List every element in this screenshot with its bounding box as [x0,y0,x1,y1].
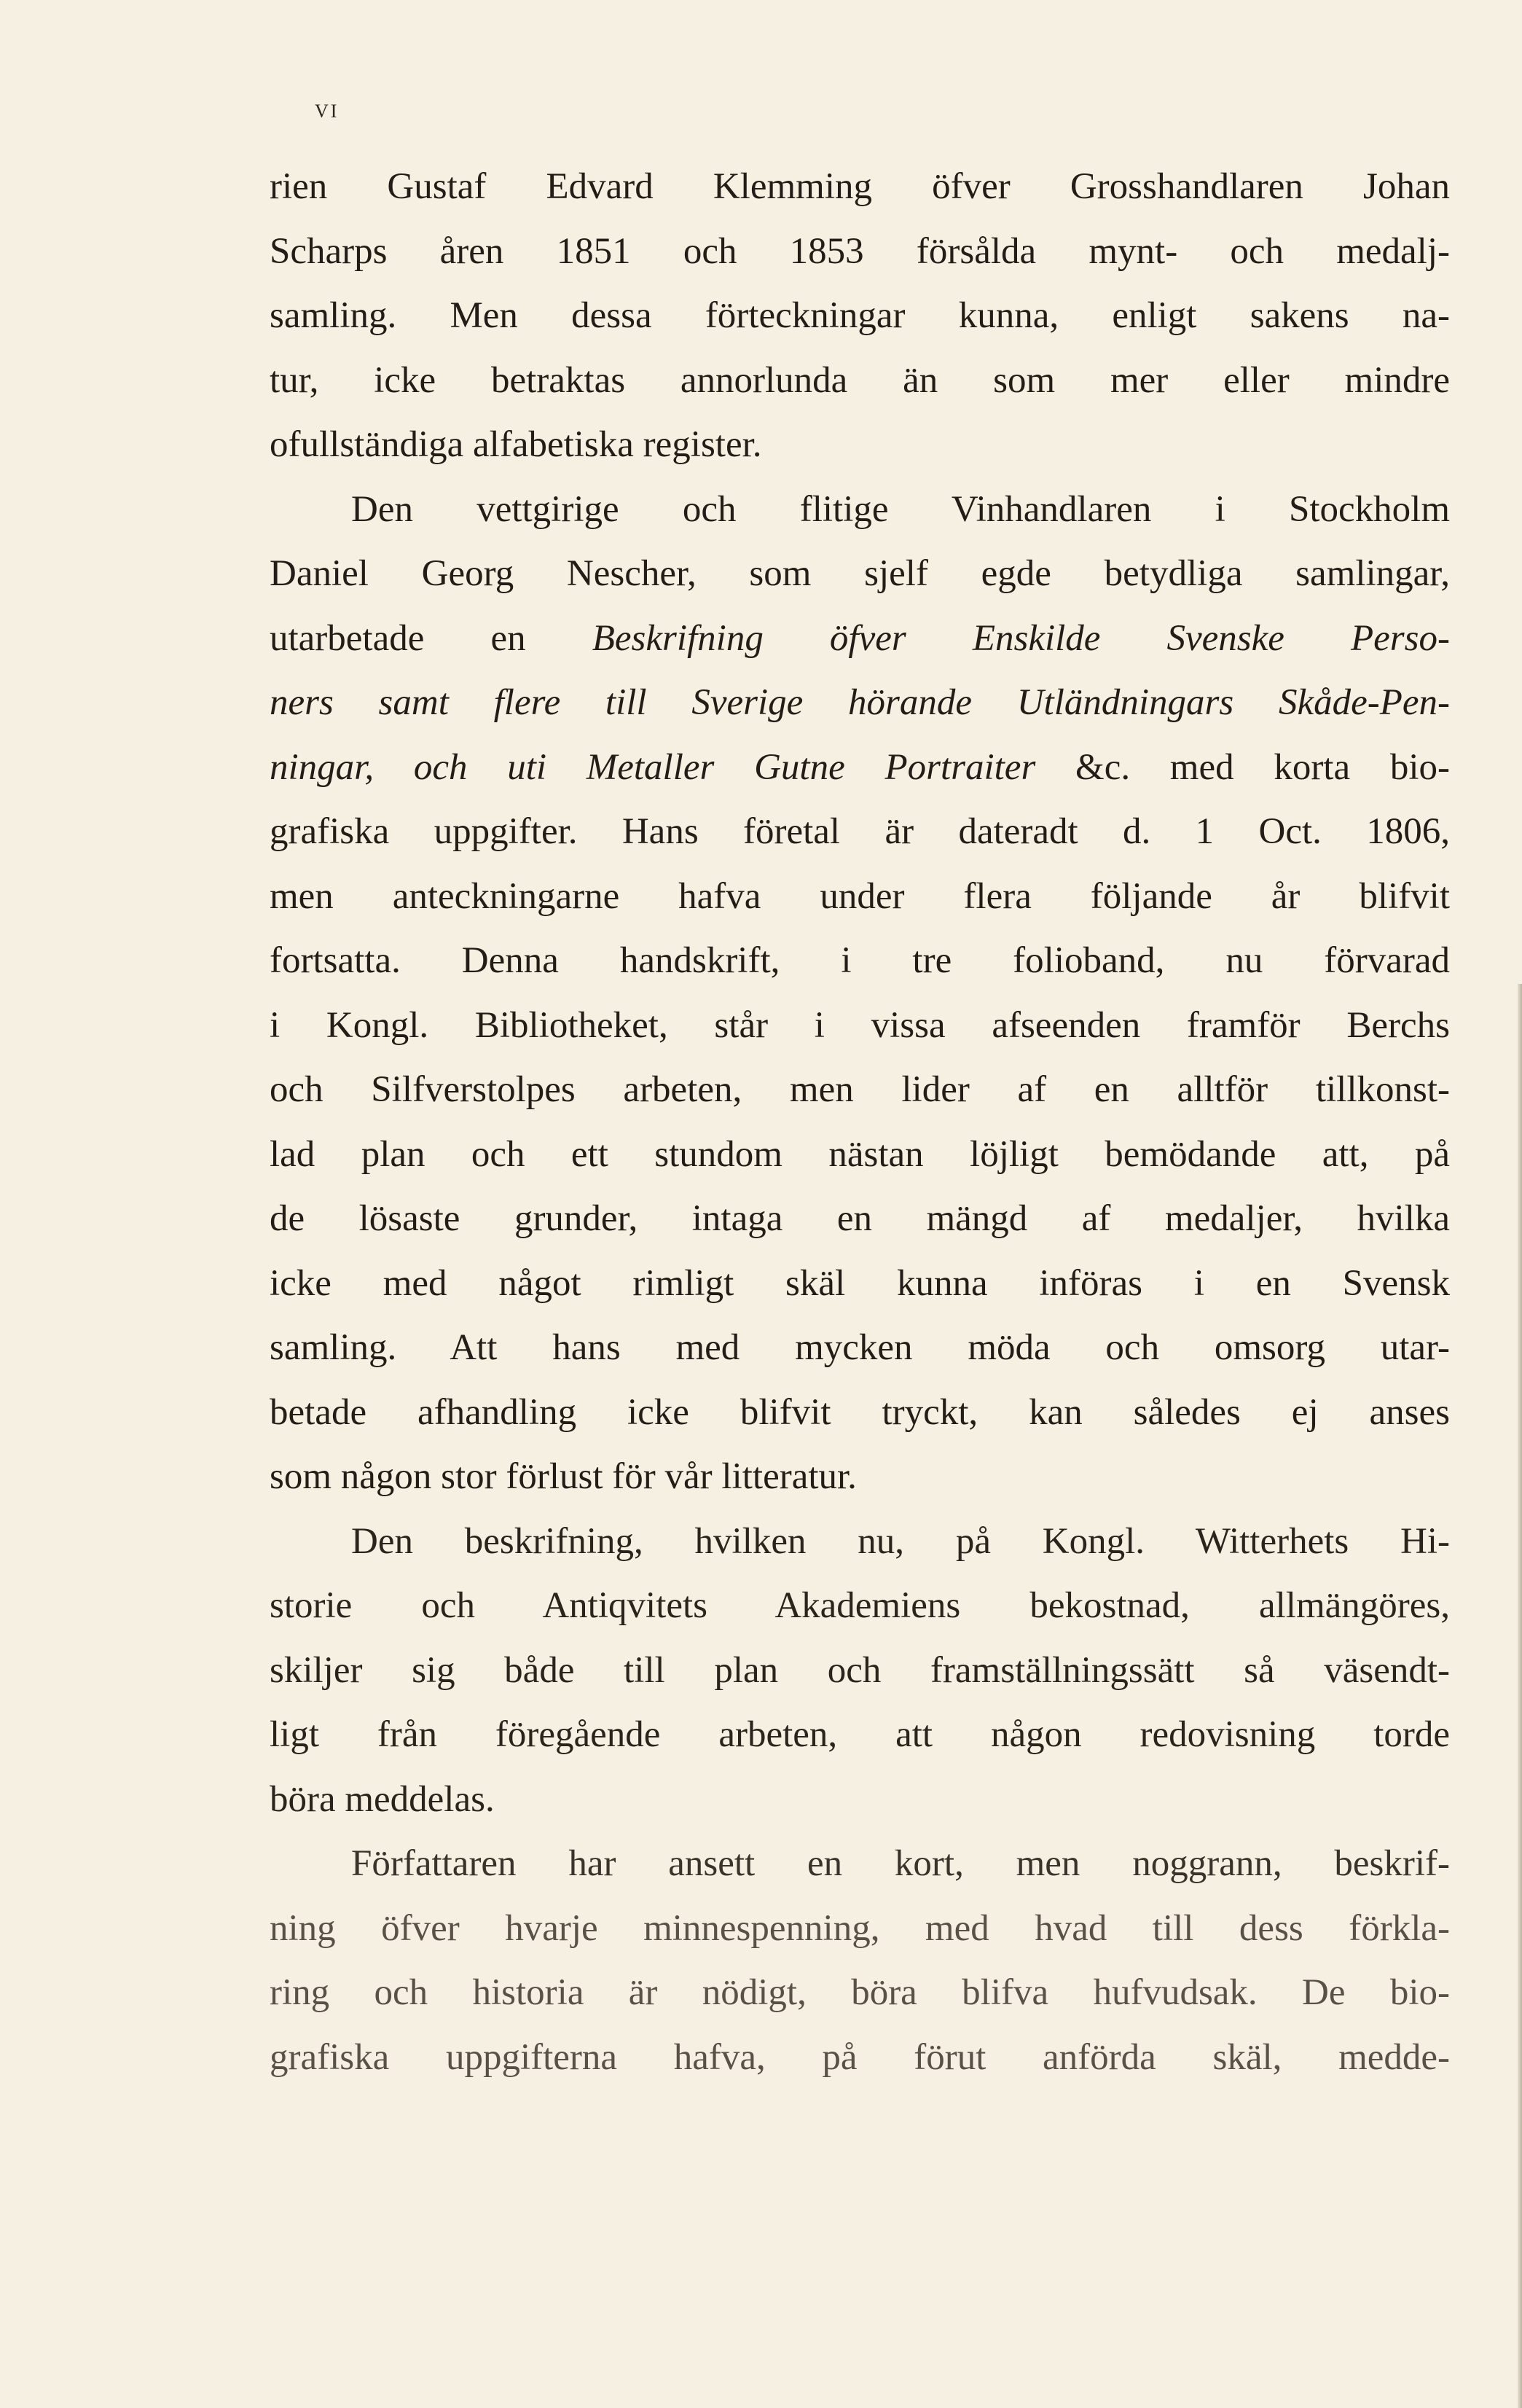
italic-title: ners samt flere till Sverige hörande Utländningars Skåde-Pen- [270,682,1450,723]
text-line: grafiska uppgifter. Hans företal är dateradt d. 1 Oct. 1806, [270,811,1450,852]
text-line: ring och historia är nödigt, böra blifva hufvudsak. De bio- [270,1972,1450,2013]
text-line-mixed [270,671,1450,735]
text-line: icke med något rimligt skäl kunna införas i en Svensk [270,1262,1450,1304]
text-line: Daniel Georg Nescher, som sjelf egde betydliga samlingar, [270,553,1450,594]
text-line: tur, icke betraktas annorlunda än som mer eller mindre [270,359,1450,401]
text-line: Den vettgirige och flitige Vinhandlaren i Stockholm [351,488,1450,530]
text-line: Scharps åren 1851 och 1853 försålda mynt- och medalj- [270,230,1450,272]
text-line: betade afhandling icke blifvit tryckt, kan således ej anses [270,1391,1450,1433]
text-line: Författaren har ansett en kort, men noggrann, beskrif- [351,1843,1450,1884]
italic-title: ningar, och uti Metaller Gutne Portraiter [270,746,1036,788]
page-edge-shadow [1518,984,1522,2408]
text-line: samling. Att hans med mycken möda och omsorg utar- [270,1327,1450,1368]
text-line: storie och Antiqvitets Akademiens bekostnad, allmängöres, [270,1585,1450,1626]
text-line: fortsatta. Denna handskrift, i tre folioband, nu förvarad [270,940,1450,981]
text-line: lad plan och ett stundom nästan löjligt bemödande att, på [270,1133,1450,1175]
text-line: som någon stor förlust för vår litteratur. [270,1456,857,1497]
text-line: grafiska uppgifterna hafva, på förut anförda skäl, medde- [270,2036,1450,2078]
text-line: Den beskrifning, hvilken nu, på Kongl. Witterhets Hi- [351,1520,1450,1562]
text-line: ning öfver hvarje minnespenning, med hvad till dess förkla- [270,1907,1450,1949]
paragraph-1 [270,155,1450,477]
body-text [270,155,1450,2090]
paragraph-4 [270,1832,1450,2090]
text-line: samling. Men dessa förteckningar kunna, enligt sakens na- [270,295,1450,336]
text-line: men anteckningarne hafva under flera följande år blifvit [270,875,1450,917]
text-line: rien Gustaf Edvard Klemming öfver Grosshandlaren Johan [270,166,1450,207]
text-line: de lösaste grunder, intaga en mängd af medaljer, hvilka [270,1198,1450,1239]
italic-title: Beskrifning öfver Enskilde Svenske Perso- [592,617,1450,659]
text-segment: &c. med korta bio- [1035,746,1450,788]
paragraph-3 [270,1509,1450,1832]
text-line: i Kongl. Bibliotheket, står i vissa afseenden framför Berchs [270,1004,1450,1046]
text-line: böra meddelas. [270,1778,495,1820]
text-segment: utarbetade en [270,617,592,659]
paragraph-2 [270,477,1450,1509]
text-line: ligt från föregående arbeten, att någon redovisning torde [270,1714,1450,1755]
text-line: och Silfverstolpes arbeten, men lider af en alltför tillkonst- [270,1069,1450,1110]
page-number: VI [315,101,340,122]
text-line-mixed [270,606,1450,671]
text-line-mixed [270,735,1450,800]
text-line: ofullständiga alfabetiska register. [270,424,762,465]
text-line: skiljer sig både till plan och framställningssätt så väsendt- [270,1649,1450,1691]
